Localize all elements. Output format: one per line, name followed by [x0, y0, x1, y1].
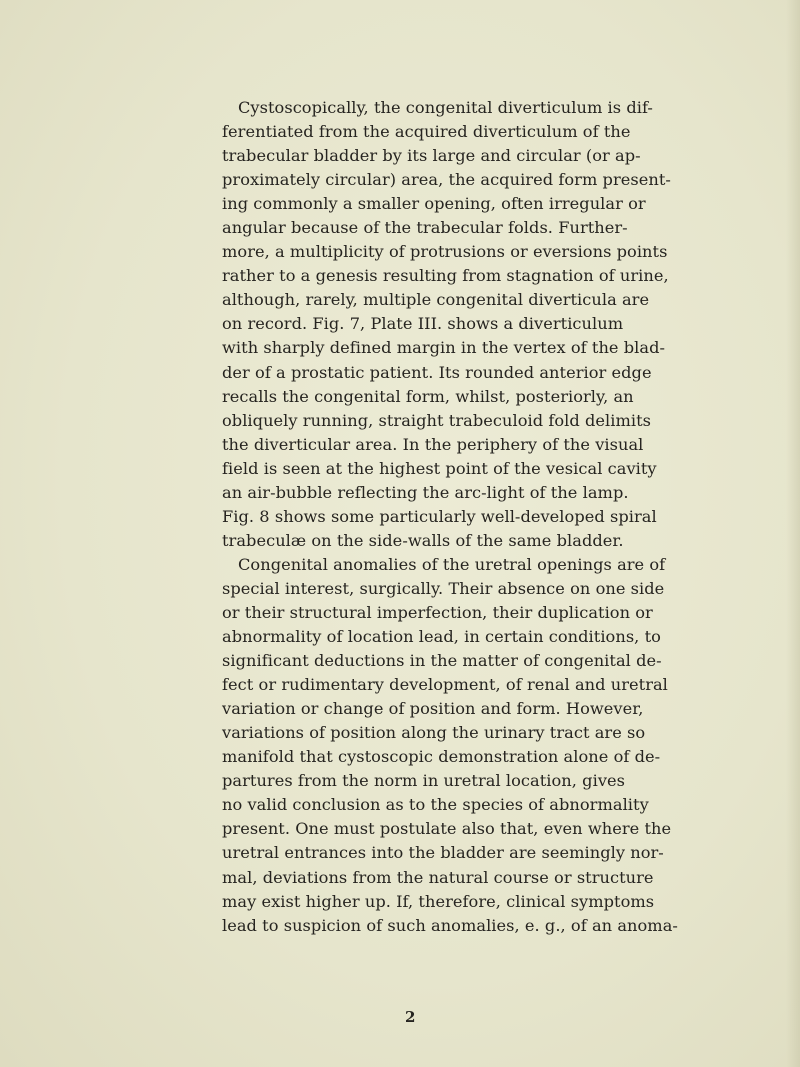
text-line: may exist higher up. If, therefore, clinical symptoms: [222, 891, 655, 911]
text-line: ing commonly a smaller opening, often irregular or: [222, 194, 646, 214]
text-line: trabecular bladder by its large and circular (or ap-: [222, 146, 641, 166]
text-line: der of a prostatic patient. Its rounded anterior edge: [222, 362, 652, 382]
text-line: angular because of the trabecular folds. Further-: [222, 218, 628, 238]
text-line: uretral entrances into the bladder are seemingly nor-: [222, 843, 664, 863]
text-line: Fig. 8 shows some particularly well-developed spiral: [222, 506, 657, 526]
page-number: 2: [405, 1008, 416, 1026]
text-line: no valid conclusion as to the species of abnormality: [222, 795, 649, 815]
text-line: Cystoscopically, the congenital diverticulum is dif-: [238, 98, 653, 117]
text-line: obliquely running, straight trabeculoid fold delimits: [222, 410, 652, 430]
text-line: mal, deviations from the natural course or structure: [222, 867, 654, 887]
text-line: significant deductions in the matter of congenital de-: [222, 651, 662, 671]
text-line: fect or rudimentary development, of renal and uretral: [222, 675, 668, 695]
text-line: abnormality of location lead, in certain conditions, to: [222, 627, 661, 647]
text-line: Congenital anomalies of the uretral openings are of: [238, 554, 666, 574]
body-text: [222, 96, 678, 938]
text-line: on record. Fig. 7, Plate III. shows a diverticulum: [222, 314, 624, 334]
text-line: partures from the norm in uretral location, gives: [222, 771, 625, 791]
text-line: variations of position along the urinary tract are so: [222, 723, 646, 743]
text-line: the diverticular area. In the periphery of the visual: [222, 434, 644, 454]
text-line: with sharply defined margin in the vertex of the blad-: [222, 338, 666, 358]
paragraph-diverticulum: [222, 96, 671, 553]
text-line: an air-bubble reflecting the arc-light of the lamp.: [222, 482, 629, 502]
text-line: rather to a genesis resulting from stagnation of urine,: [222, 266, 669, 286]
text-line: special interest, surgically. Their absence on one side: [222, 578, 665, 598]
text-line: variation or change of position and form. However,: [222, 699, 644, 719]
text-line: trabeculæ on the side-walls of the same bladder.: [222, 530, 624, 550]
text-line: present. One must postulate also that, even where the: [222, 819, 672, 839]
paragraph-uretral-anomalies: [222, 553, 678, 938]
text-line: recalls the congenital form, whilst, posteriorly, an: [222, 386, 634, 406]
text-line: more, a multiplicity of protrusions or eversions points: [222, 242, 668, 262]
text-line: field is seen at the highest point of the vesical cavity: [222, 458, 657, 478]
text-line: manifold that cystoscopic demonstration alone of de-: [222, 747, 661, 767]
text-line: or their structural imperfection, their duplication or: [222, 602, 653, 622]
page-edge-shadow: [786, 0, 800, 1067]
text-line: lead to suspicion of such anomalies, e. g., of an anoma-: [222, 915, 678, 935]
text-line: proximately circular) area, the acquired form present-: [222, 170, 671, 190]
text-line: although, rarely, multiple congenital diverticula are: [222, 290, 650, 310]
text-line: ferentiated from the acquired diverticulum of the: [222, 122, 631, 142]
